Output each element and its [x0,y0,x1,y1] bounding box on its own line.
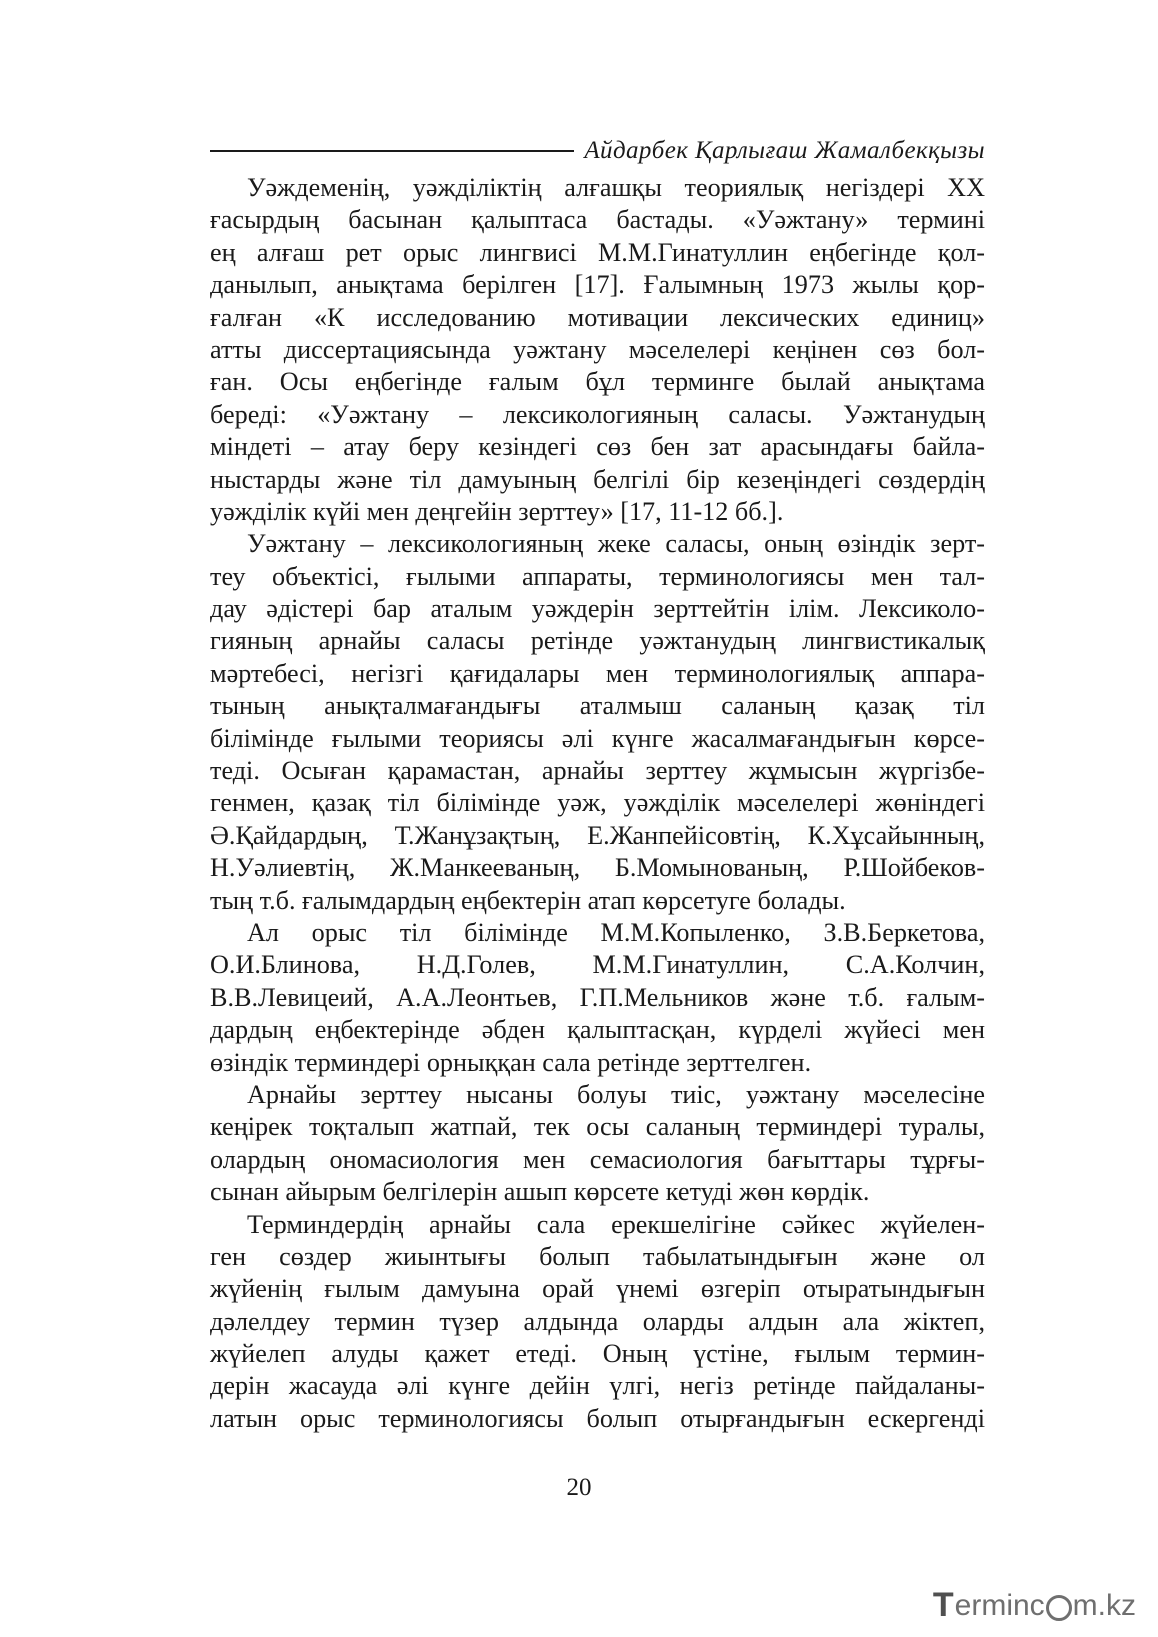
text-line: ең алғаш рет орыс лингвисі М.М.Гинатуллин еңбегінде қол- [210,237,985,267]
text-line: Арнайы зерттеу нысаны болуы тиіс, уәжтану мәселесіне [247,1079,985,1109]
text-line: Терминдердің арнайы сала ерекшелігіне сәйкес жүйелен- [247,1209,985,1239]
watermark-text-part1: erminc [954,1588,1045,1622]
text-line: теу объектісі, ғылыми аппараты, терминологиясы мен тал- [210,561,985,591]
header-rule [210,150,574,152]
paragraph [210,528,985,917]
text-line: міндеті – атау беру кезіндегі сөз бен зат арасындағы байла- [210,432,985,462]
text-line: Уәжтану – лексикологияның жеке саласы, оның өзіндік зерт- [247,529,985,559]
page-number: 20 [566,1474,592,1501]
text-line: данылып, анықтама берілген [17]. Ғалымның 1973 жылы қор- [210,270,985,300]
body-text [210,172,985,1435]
text-line: мәртебесі, негізгі қағидалары мен терминологиялық аппара- [210,658,985,688]
text-line: береді: «Уәжтану – лексикологияның саласы. Уәжтанудың [210,399,985,429]
paragraph [210,917,985,1079]
text-line: ған. Осы еңбегінде ғалым бұл терминге былай анықтама [210,367,985,397]
text-line: жүйелеп алуды қажет етеді. Оның үстіне, ғылым термин- [210,1339,985,1369]
text-line: өзіндік терминдері орныққан сала ретінде зерттелген. [210,1047,812,1077]
header-author: Айдарбек Қарлығаш Жамалбекқызы [584,137,985,164]
text-line: О.И.Блинова, Н.Д.Голев, М.М.Гинатуллин, С.А.Колчин, [210,950,985,980]
text-line: олардың ономасиология мен семасиология бағыттары тұрғы- [210,1144,985,1174]
text-line: Н.Уәлиевтің, Ж.Манкееваның, Б.Момынованың, Р.Шойбеков- [210,853,985,883]
text-line: латын орыс терминологиясы болып отырғандығын ескергенді [210,1403,985,1433]
text-line: гияның арнайы саласы ретінде уәжтанудың лингвистикалық [210,626,985,656]
watermark-text-part2: m.kz [1072,1588,1136,1622]
text-line: дау әдістері бар аталым уәждерін зерттейтін ілім. Лексиколо- [210,594,985,624]
text-line: тың т.б. ғалымдардың еңбектерін атап көрсетуге болады. [210,885,846,915]
text-line: кеңірек тоқталып жатпай, тек осы саланың терминдері туралы, [210,1112,985,1142]
text-line: уәжділік күйі мен деңгейін зерттеу» [17, 11-12 бб.]. [210,496,784,526]
text-line: ғасырдың басынан қалыптаса бастады. «Уәжтану» термині [210,205,985,235]
text-line: дерін жасауда әлі күнге дейін үлгі, негіз ретінде пайдаланы- [210,1371,985,1401]
text-line: дәлелдеу термин түзер алдында оларды алдын ала жіктеп, [210,1306,985,1336]
paragraph [210,1079,985,1209]
text-line: жүйенің ғылым дамуына орай үнемі өзгеріп отыратындығын [210,1274,985,1304]
watermark-circle-icon [1046,1595,1072,1621]
paragraph [210,1209,985,1436]
text-line: дардың еңбектерінде әбден қалыптасқан, күрделі жүйесі мен [210,1015,985,1045]
paragraph [210,172,985,528]
text-line: білімінде ғылыми теориясы әлі күнге жасалмағандығын көрсе- [210,723,985,753]
running-header [210,133,985,169]
text-line: Ал орыс тіл білімінде М.М.Копыленко, З.В.Беркетова, [247,917,985,947]
text-line: ғалған «К исследованию мотивации лексических единиц» [210,302,985,332]
text-line: атты диссертациясында уәжтану мәселелері кеңінен сөз бол- [210,334,985,364]
text-line: теді. Осыған қарамастан, арнайы зерттеу жұмысын жүргізбе- [210,756,985,786]
text-line: сынан айырым белгілерін ашып көрсете кетуді жөн көрдік. [210,1177,870,1207]
text-line: ныстарды және тіл дамуының белгілі бір кезеңіндегі сөздердің [210,464,985,494]
watermark-logo [933,1586,1136,1625]
text-line: Ә.Қайдардың, Т.Жанұзақтың, Е.Жанпейісовтің, К.Хұсайынның, [210,820,985,850]
text-line: Уәждеменің, уәжділіктің алғашқы теориялық негіздері ХХ [247,173,985,202]
text-line: ген сөздер жиынтығы болып табылатындығын және ол [210,1241,985,1271]
text-line: тының анықталмағандығы аталмыш саланың қазақ тіл [210,691,985,721]
text-line: В.В.Левицеий, А.А.Леонтьев, Г.П.Мельников және т.б. ғалым- [210,982,985,1012]
text-line: генмен, қазақ тіл білімінде уәж, уәжділік мәселелері жөніндегі [210,788,985,818]
watermark-first-letter: T [932,1586,954,1624]
